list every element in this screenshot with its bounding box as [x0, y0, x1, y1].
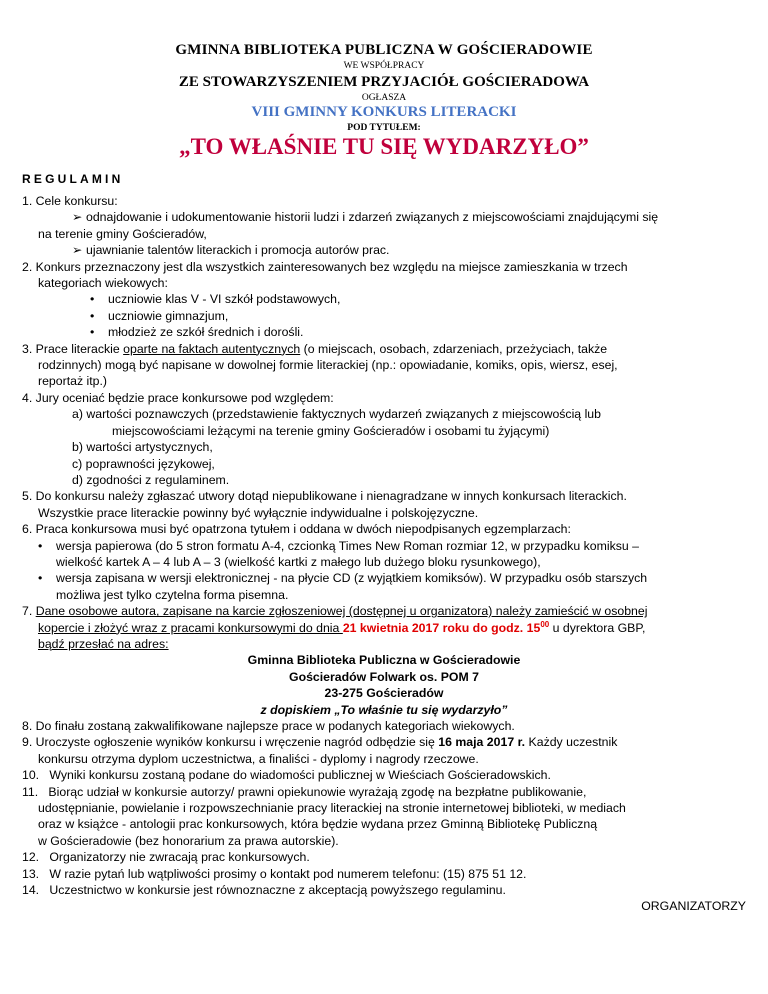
- item-6: 6. Praca konkursowa musi być opatrzona tytułem i oddana w dwóch niepodpisanych egzemplarzach:: [22, 522, 571, 537]
- contest-title: „TO WŁAŚNIE TU SIĘ WYDARZYŁO”: [179, 134, 589, 159]
- item-11: 11. Biorąc udział w konkursie autorzy/ prawni opiekunowie wyrażają zgodę na bezpłatne publikowanie,: [22, 784, 587, 799]
- arrow-bullet-icon: ➢: [72, 243, 83, 258]
- list-item: a) wartości poznawczych (przedstawienie faktycznych wydarzeń związanych z miejscowością lub: [72, 407, 601, 422]
- dot-bullet-icon: •: [90, 325, 95, 340]
- list-item: • młodzież ze szkół średnich i dorośli.: [90, 325, 304, 340]
- item-4: 4. Jury oceniać będzie prace konkursowe pod względem:: [22, 390, 334, 405]
- item-2: 2. Konkurs przeznaczony jest dla wszystkich zainteresowanych bez względu na miejsce zamieszkania w trzech: [22, 259, 628, 274]
- list-item-cont: miejscowościami leżącymi na terenie gminy Gościeradów i osobami tu żyjącymi): [112, 423, 550, 438]
- titled-label: POD TYTUŁEM:: [347, 123, 421, 133]
- list-item-cont: możliwa jest tylko czytelna forma pisemna.: [56, 587, 289, 602]
- item-5: 5. Do konkursu należy zgłaszać utwory dotąd niepublikowane i nienagradzane w innych konkursach literackich.: [22, 489, 627, 504]
- address-line: 23-275 Gościeradów: [324, 686, 444, 701]
- item-3-cont: reportaż itp.): [38, 374, 108, 389]
- item-1: 1. Cele konkursu:: [22, 194, 118, 208]
- list-item: • wersja papierowa (do 5 stron formatu A-4, czcionką Times New Roman rozmiar 12, w przypadku komiksu –: [38, 538, 639, 553]
- dot-bullet-icon: •: [90, 308, 95, 323]
- organizers-signature: ORGANIZATORZY: [641, 899, 746, 914]
- item-11-cont: oraz w książce - antologii prac konkursowych, która będzie wydana przez Gminną Bibliotekę Publiczną: [38, 817, 598, 832]
- item-7-cont: bądź przesłać na adres:: [38, 636, 169, 651]
- item-7: 7. Dane osobowe autora, zapisane na karcie zgłoszeniowej (dostępnej u organizatora) należy zamieścić w osobnej: [22, 604, 648, 619]
- deadline-minutes: 00: [540, 619, 550, 629]
- cooperation-label: WE WSPÓŁPRACY: [343, 61, 425, 71]
- item-5-cont: Wszystkie prace literackie powinny być wyłącznie indywidualne i polskojęzyczne.: [38, 505, 479, 520]
- list-item: ➢ odnajdowanie i udokumentowanie historii ludzi i zdarzeń związanych z miejscowościami znajdującymi się: [72, 210, 659, 225]
- dot-bullet-icon: •: [90, 292, 95, 307]
- item-13: 13. W razie pytań lub wątpliwości prosimy o kontakt pod numerem telefonu: (15) 875 51 12.: [22, 866, 527, 881]
- address-note: z dopiskiem „To właśnie tu się wydarzyło”: [260, 702, 508, 717]
- list-item: • uczniowie klas V - VI szkół podstawowych,: [90, 292, 341, 307]
- item-11-cont: w Gościeradowie (bez honorarium za prawa autorskie).: [38, 833, 339, 848]
- item-7-cont: kopercie i złożyć wraz z pracami konkursowymi do dnia 21 kwietnia 2017 roku do godz. $15^{00}$ u dyrektora GBP,: [38, 619, 646, 635]
- address-line: Gminna Biblioteka Publiczna w Gościeradowie: [247, 653, 521, 668]
- address-line: Gościeradów Folwark os. POM 7: [289, 669, 479, 684]
- list-item-cont: na terenie gminy Gościeradów,: [38, 226, 207, 241]
- item-8: 8. Do finału zostaną zakwalifikowane najlepsze prace w podanych kategoriach wiekowych.: [22, 719, 515, 733]
- association-name: ZE STOWARZYSZENIEM PRZYJACIÓŁ GOŚCIERADOWA: [178, 74, 590, 90]
- contest-name: VIII GMINNY KONKURS LITERACKI: [251, 104, 517, 120]
- regulations-body: [22, 193, 746, 915]
- library-name: GMINNA BIBLIOTEKA PUBLICZNA W GOŚCIERADOWIE: [175, 42, 593, 58]
- list-item: ➢ ujawnianie talentów literackich i promocja autorów prac.: [72, 243, 390, 258]
- list-item: d) zgodności z regulaminem.: [72, 472, 230, 487]
- item-2-cont: kategoriach wiekowych:: [38, 276, 168, 291]
- list-item: • wersja zapisana w wersji elektronicznej - na płycie CD (z wyjątkiem komiksów). W przypadku osób starszych: [38, 571, 648, 586]
- item-11-cont: udostępnianie, powielanie i rozpowszechnianie pracy literackiej na stronie internetowej biblioteki, w mediach: [38, 801, 626, 816]
- arrow-bullet-icon: ➢: [72, 210, 83, 225]
- list-item-cont: wielkość kartek A – 4 lub A – 3 (wielkość kartki z małego lub dużego bloku rysunkowego),: [56, 554, 541, 569]
- item-10: 10. Wyniki konkursu zostaną podane do wiadomości publicznej w Wieściach Gościeradowskich.: [22, 768, 551, 783]
- item-9: 9. Uroczyste ogłoszenie wyników konkursu i wręczenie nagród odbędzie się 16 maja 2017 r. Każdy uczestnik: [22, 735, 618, 750]
- deadline: 21 kwietnia 2017 roku do godz. 15: [342, 620, 541, 635]
- list-item: • uczniowie gimnazjum,: [90, 308, 229, 323]
- ceremony-date: 16 maja 2017 r.: [438, 735, 526, 750]
- item-3-cont: rodzinnych) mogą być napisane w dowolnej formie literackiej (np.: opowiadanie, komiks, opis, wiersz, esej,: [38, 358, 618, 373]
- announces-label: OGŁASZA: [361, 93, 407, 103]
- item-9-cont: konkursu otrzyma dyplom uczestnictwa, a finaliści - dyplomy i nagrody rzeczowe.: [38, 751, 479, 766]
- list-item: b) wartości artystycznych,: [72, 440, 213, 455]
- item-12: 12. Organizatorzy nie zwracają prac konkursowych.: [22, 850, 310, 865]
- dot-bullet-icon: •: [38, 538, 43, 553]
- item-14: 14. Uczestnictwo w konkursie jest równoznaczne z akceptacją powyższego regulaminu.: [22, 883, 506, 898]
- dot-bullet-icon: •: [38, 571, 43, 586]
- regulations-heading: REGULAMIN: [22, 172, 124, 186]
- list-item: c) poprawności językowej,: [72, 456, 215, 471]
- item-3: 3. Prace literackie oparte na faktach autentycznych (o miejscach, osobach, zdarzeniach, przeżyciach, także: [22, 341, 608, 356]
